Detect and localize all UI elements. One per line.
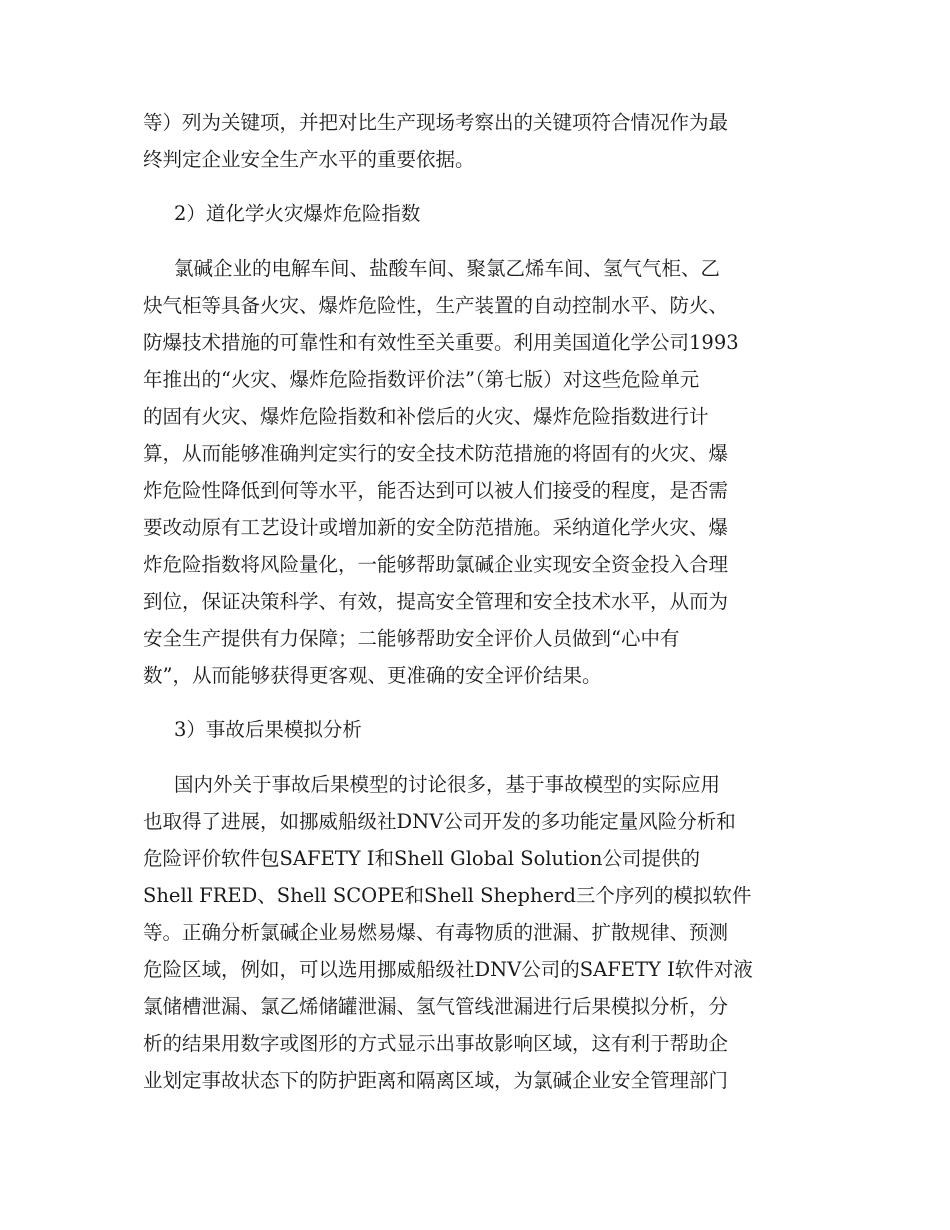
paragraph-line: 的固有火灾、爆炸危险指数和补偿后的火灾、爆炸危险指数进行计: [143, 405, 709, 428]
paragraph-line: 炸危险指数将风险量化，一能够帮助氯碱企业实现安全资金投入合理: [143, 553, 729, 576]
paragraph-line: 等）列为关键项，并把对比生产现场考察出的关键项符合情况作为最: [143, 111, 729, 134]
paragraph-line: 年推出的“火灾、爆炸危险指数评价法”（第七版）对这些危险单元: [143, 368, 700, 391]
paragraph-line: 终判定企业安全生产水平的重要依据。: [143, 148, 475, 171]
paragraph-line: 业划定事故状态下的防护距离和隔离区域，为氯碱企业安全管理部门: [143, 1069, 729, 1092]
paragraph-line: 氯碱企业的电解车间、盐酸车间、聚氯乙烯车间、氢气气柜、乙: [174, 257, 721, 280]
paragraph-line: 危险评价软件包SAFETY I和Shell Global Solution公司提供的: [143, 847, 700, 870]
paragraph-line: 危险区域，例如，可以选用挪威船级社DNV公司的SAFETY I软件对液: [143, 958, 753, 981]
section-heading: 2）道化学火灾爆炸危险指数: [174, 202, 421, 225]
paragraph-line: 国内外关于事故后果模型的讨论很多，基于事故模型的实际应用: [174, 773, 721, 796]
paragraph-line: 防爆技术措施的可靠性和有效性至关重要。利用美国道化学公司1993: [143, 331, 739, 354]
paragraph-line: 数”，从而能够获得更客观、更准确的安全评价结果。: [143, 664, 602, 687]
paragraph-line: 要改动原有工艺设计或增加新的安全防范措施。采纳道化学火灾、爆: [143, 516, 729, 539]
paragraph-line: 氯储槽泄漏、氯乙烯储罐泄漏、氢气管线泄漏进行后果模拟分析，分: [143, 995, 729, 1018]
paragraph-line: 也取得了进展，如挪威船级社DNV公司开发的多功能定量风险分析和: [143, 810, 736, 833]
paragraph-line: 等。正确分析氯碱企业易燃易爆、有毒物质的泄漏、扩散规律、预测: [143, 921, 729, 944]
paragraph-line: Shell FRED、Shell SCOPE和Shell Shepherd三个序列的模拟软件: [143, 884, 752, 907]
paragraph-line: 析的结果用数字或图形的方式显示出事故影响区域，这有利于帮助企: [143, 1032, 729, 1055]
paragraph-line: 安全生产提供有力保障；二能够帮助安全评价人员做到“心中有: [143, 627, 680, 650]
section-heading: 3）事故后果模拟分析: [174, 718, 362, 741]
paragraph-line: 炔气柜等具备火灾、爆炸危险性，生产装置的自动控制水平、防火、: [143, 294, 729, 317]
paragraph-line: 炸危险性降低到何等水平，能否达到可以被人们接受的程度，是否需: [143, 479, 729, 502]
paragraph-line: 算，从而能够准确判定实行的安全技术防范措施的将固有的火灾、爆: [143, 442, 729, 465]
paragraph-line: 到位，保证决策科学、有效，提高安全管理和安全技术水平，从而为: [143, 590, 729, 613]
